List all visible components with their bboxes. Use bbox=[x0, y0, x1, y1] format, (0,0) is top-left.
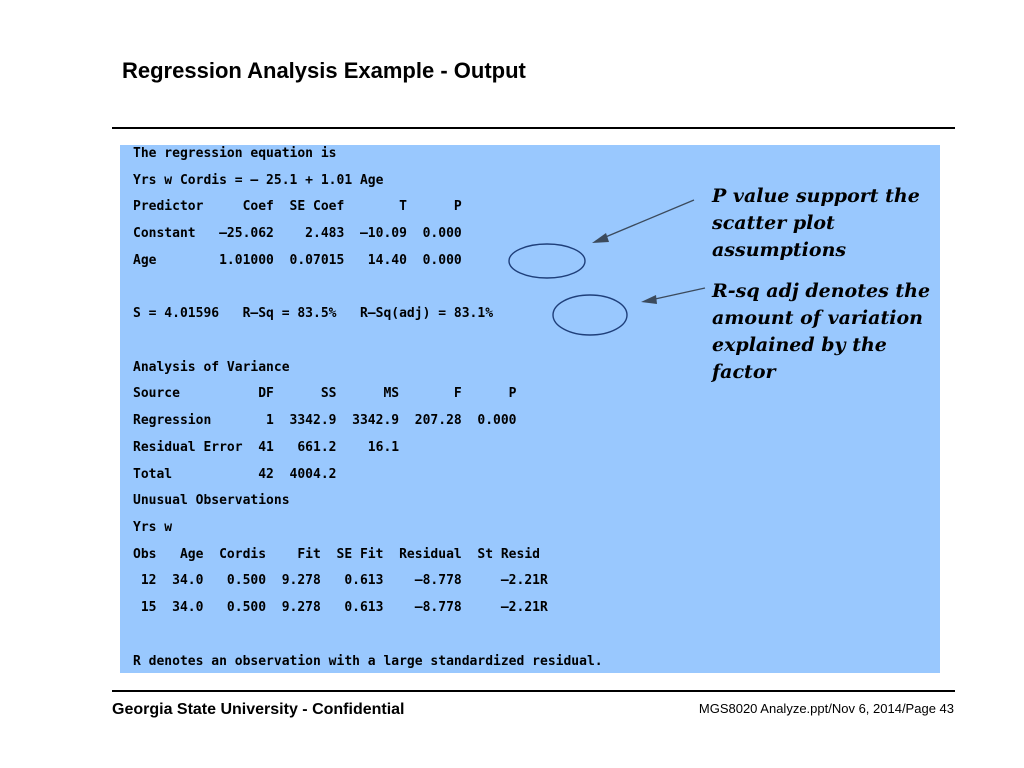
output-line-unusual-heading: Unusual Observations bbox=[133, 493, 290, 508]
output-line-fit-statistics: S = 4.01596 R–Sq = 83.5% R–Sq(adj) = 83.1% bbox=[133, 306, 494, 321]
output-line-anova-header: Source DF SS MS F P bbox=[133, 386, 517, 401]
output-line-equation-heading: The regression equation is bbox=[133, 146, 337, 161]
slide-title: Regression Analysis Example - Output bbox=[122, 58, 526, 83]
footer-divider bbox=[112, 690, 955, 692]
p-value-annotation bbox=[712, 183, 920, 264]
p-value-annotation-line: P value support the bbox=[712, 185, 920, 207]
footer-organization: Georgia State University - Confidential bbox=[112, 701, 405, 718]
output-line-yrs-w: Yrs w bbox=[133, 520, 173, 535]
output-line-age: Age 1.01000 0.07015 14.40 0.000 bbox=[133, 253, 462, 268]
output-line-regression: Regression 1 3342.9 3342.9 207.28 0.000 bbox=[133, 413, 517, 428]
output-line-predictor-header: Predictor Coef SE Coef T P bbox=[133, 199, 462, 214]
output-line-total: Total 42 4004.2 bbox=[133, 467, 337, 482]
output-line-anova-heading: Analysis of Variance bbox=[133, 360, 290, 375]
footer-page-info: MGS8020 Analyze.ppt/Nov 6, 2014/Page 43 bbox=[698, 701, 954, 716]
output-line-obs-15: 15 34.0 0.500 9.278 0.613 –8.778 –2.21R bbox=[133, 600, 548, 615]
output-line-equation: Yrs w Cordis = – 25.1 + 1.01 Age bbox=[133, 173, 384, 188]
p-value-annotation-line: assumptions bbox=[712, 239, 847, 261]
title-divider bbox=[112, 127, 955, 129]
output-line-obs-header: Obs Age Cordis Fit SE Fit Residual St Resid bbox=[133, 547, 540, 562]
p-value-annotation-line: scatter plot bbox=[712, 212, 835, 234]
r-sq-adj-annotation bbox=[712, 278, 930, 386]
output-line-constant: Constant –25.062 2.483 –10.09 0.000 bbox=[133, 226, 462, 241]
output-line-residual-error: Residual Error 41 661.2 16.1 bbox=[133, 440, 400, 455]
output-line-obs-12: 12 34.0 0.500 9.278 0.613 –8.778 –2.21R bbox=[133, 573, 548, 588]
r-sq-adj-annotation-line: factor bbox=[712, 361, 776, 383]
output-line-residual-note: R denotes an observation with a large standardized residual. bbox=[133, 654, 603, 669]
r-sq-adj-annotation-line: explained by the bbox=[712, 334, 887, 356]
r-sq-adj-annotation-line: amount of variation bbox=[712, 307, 923, 329]
r-sq-adj-annotation-line: R-sq adj denotes the bbox=[712, 280, 931, 302]
